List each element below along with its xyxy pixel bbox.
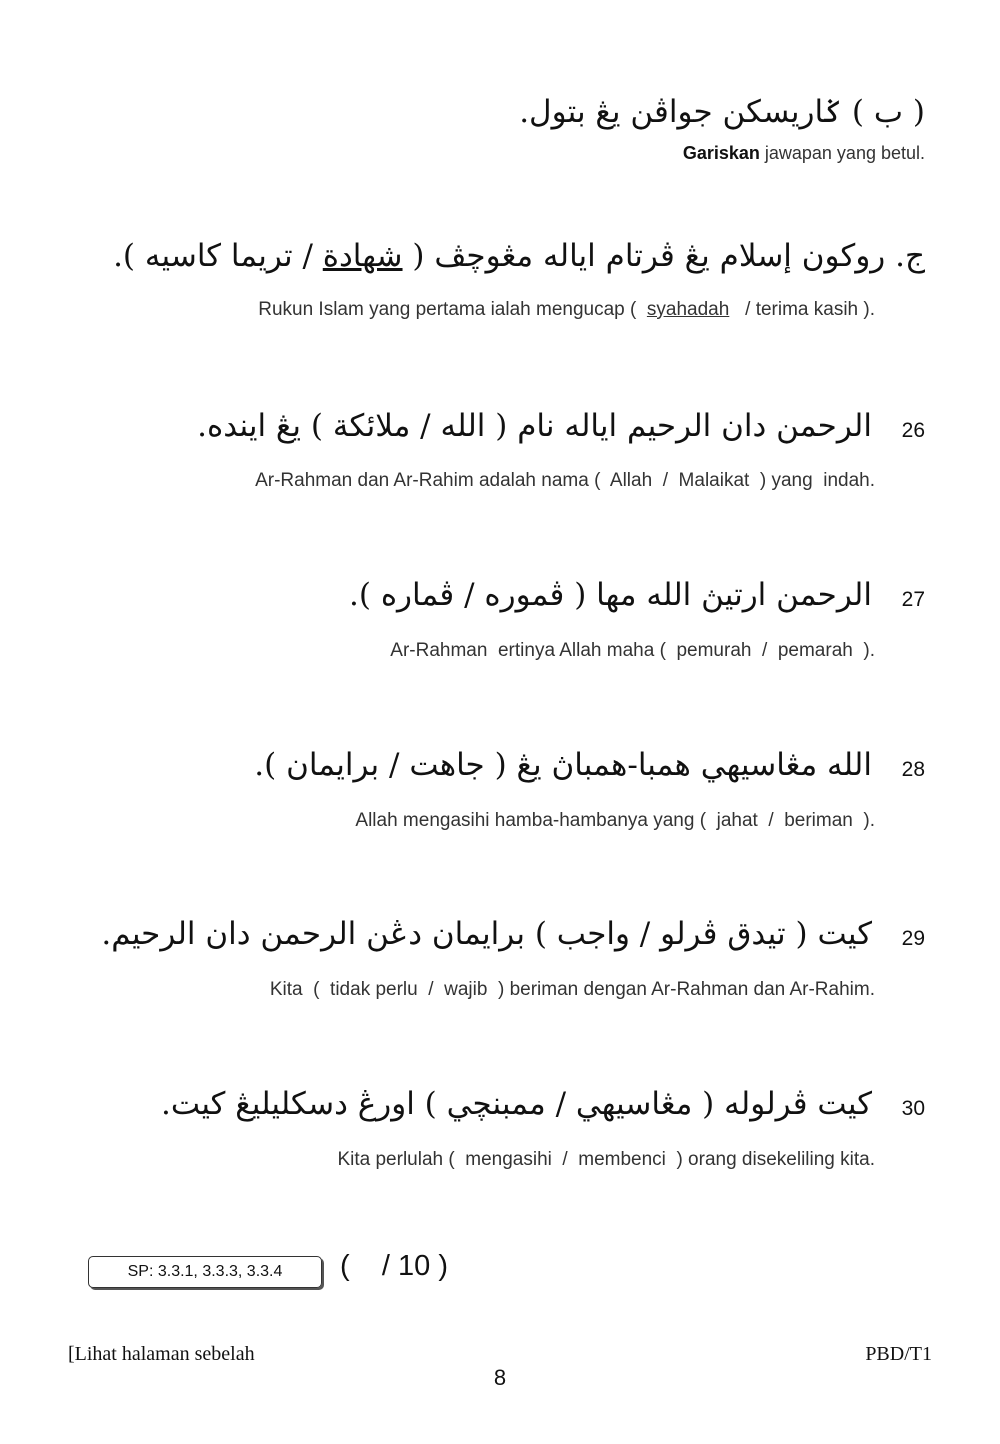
footer-code: PBD/T1 (865, 1343, 932, 1365)
page-number: 8 (493, 1365, 507, 1390)
question-arabic: كيت ڤرلوله ( مڠاسيهي / ممبنچي ) اورڠ دسكليليڠ كيت. (161, 1086, 872, 1122)
question-arabic: الرحمن دان الرحيم اياله نام ( الله / ملائكة ) يڠ ايندە. (197, 408, 872, 444)
question-arabic: الله مڠاسيهي همبا-همباڽ يڠ ( جاهت / برايمان ). (254, 747, 872, 783)
instruction-bold: Gariskan (682, 143, 760, 163)
question-arabic: كيت ( تيدق ڤرلو / واجب ) برايمان دڠن الرحمن دان الرحيم. (101, 916, 872, 952)
question-number: 28 (901, 758, 925, 781)
example-arabic-before: روكون إسلام يڠ ڤرتام اياله مڠوچڤ ( (402, 238, 886, 274)
standard-performance-box: SP: 3.3.1, 3.3.3, 3.3.4 (88, 1256, 322, 1288)
question-rumi: Kita ( tidak perlu / wajib ) beriman dengan Ar-Rahman dan Ar-Rahim. (269, 979, 875, 1000)
example-rumi-answer: syahadah (646, 299, 730, 320)
instruction-line (683, 143, 925, 164)
question-arabic: الرحمن ارتيڽ الله مها ( ڤموره / ڤماره ). (349, 577, 872, 613)
question-number: 30 (901, 1097, 925, 1120)
question-rumi: Ar-Rahman ertinya Allah maha ( pemurah / pemarah ). (390, 640, 875, 661)
question-rumi: Allah mengasihi hamba-hambanya yang ( jahat / beriman ). (355, 810, 875, 831)
question-rumi: Ar-Rahman dan Ar-Rahim adalah nama ( Allah / Malaikat ) yang indah. (255, 470, 875, 491)
example-arabic-answer: شهادة (322, 238, 403, 274)
score-field: ( / 10 ) (340, 1250, 448, 1282)
example-label: ج. (895, 238, 925, 274)
footer-next-page-note: [Lihat halaman sebelah (68, 1343, 255, 1365)
section-b-heading: ( ب ) ݢاريسكن جواڤن يڠ بتول. (519, 94, 925, 130)
question-rumi: Kita perlulah ( mengasihi / membenci ) orang disekeliling kita. (337, 1149, 875, 1170)
example-arabic (113, 238, 925, 275)
question-number: 26 (901, 419, 925, 442)
example-arabic-after: / تريما كاسيه ). (113, 238, 323, 274)
instruction-rest: jawapan yang betul. (759, 143, 925, 163)
question-number: 29 (901, 927, 925, 950)
question-number: 27 (901, 588, 925, 611)
example-rumi (258, 299, 875, 321)
example-rumi-before: Rukun Islam yang pertama ialah mengucap ( (258, 299, 647, 320)
example-rumi-after: / terima kasih ). (729, 299, 875, 320)
